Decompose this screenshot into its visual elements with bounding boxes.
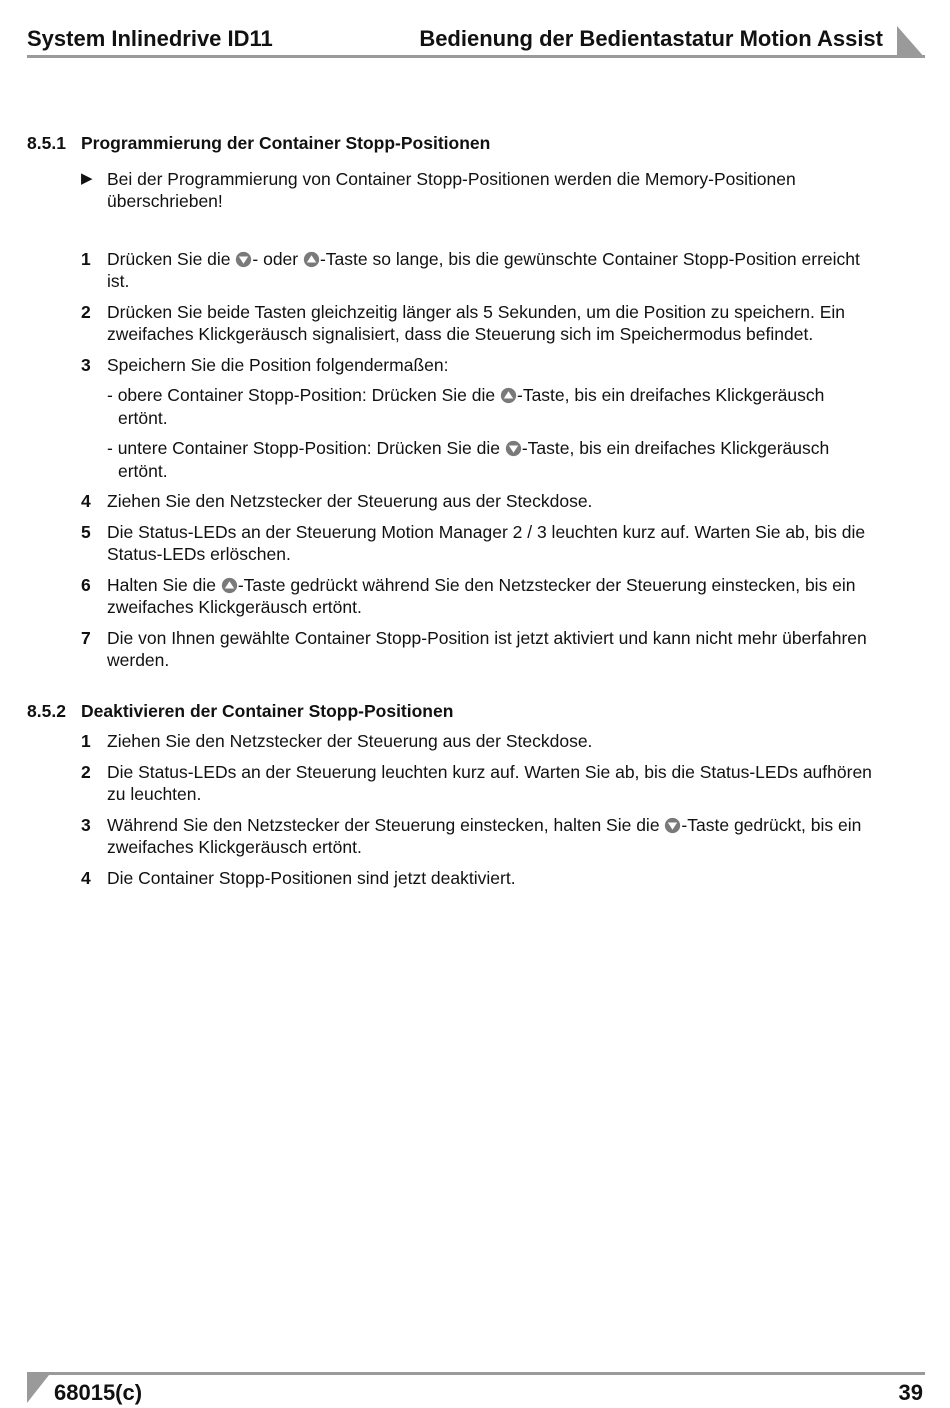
header-left-title: System Inlinedrive ID11 (27, 26, 273, 51)
note-arrow-icon: ▶ (81, 169, 93, 187)
header-right-title: Bedienung der Bedientastatur Motion Assist (419, 26, 883, 51)
warning-note (81, 168, 877, 213)
section-heading-8-5-1 (27, 132, 877, 155)
page-content (27, 132, 877, 897)
step-number: 3 (81, 814, 91, 835)
step-3 (81, 814, 877, 859)
step-number: 6 (81, 574, 91, 595)
step-text: Die Status-LEDs an der Steuerung Motion Manager 2 / 3 leuchten kurz auf. Warten Sie ab, bis die Status-LEDs erlöschen. (107, 521, 866, 564)
section-title: Programmierung der Container Stopp-Positionen (81, 133, 491, 153)
up-arrow-button-icon (221, 577, 238, 594)
step-2 (81, 301, 877, 346)
step-number: 1 (81, 731, 91, 751)
header-corner-triangle-icon (897, 26, 925, 58)
footer-rule (27, 1372, 925, 1375)
step-number: 4 (81, 491, 91, 511)
document-number: 68015(c) (54, 1380, 143, 1405)
step-text: Die von Ihnen gewählte Container Stopp-Position ist jetzt aktiviert und kann nicht mehr überfahren werden. (107, 627, 867, 670)
step-number: 4 (81, 867, 91, 888)
page-footer (27, 1372, 925, 1406)
footer-corner-triangle-icon (27, 1375, 49, 1403)
step-6 (81, 574, 877, 619)
step-text: Drücken Sie beide Tasten gleichzeitig länger als 5 Sekunden, um die Position zu speichern. Ein zweifaches Klickgeräusch signalisiert, dass die Steuerung sich im Speichermodus befindet. (107, 301, 846, 344)
step-7 (81, 627, 877, 672)
up-arrow-button-icon (303, 251, 320, 268)
step-1 (81, 730, 877, 753)
step-number: 7 (81, 627, 91, 648)
note-text: Bei der Programmierung von Container Stopp-Positionen werden die Memory-Positionen überschrieben! (107, 168, 796, 211)
down-arrow-button-icon (505, 440, 522, 457)
up-arrow-button-icon (500, 387, 517, 404)
section-heading-8-5-2 (27, 700, 877, 723)
step-5 (81, 521, 877, 566)
step-number: 5 (81, 521, 91, 542)
step-2 (81, 761, 877, 806)
page-number: 39 (898, 1380, 923, 1405)
step-text: Drücken Sie die - oder -Taste so lange, bis die gewünschte Container Stopp-Position erreicht ist. (107, 248, 860, 291)
step-4 (81, 490, 877, 513)
step-text: Ziehen Sie den Netzstecker der Steuerung aus der Steckdose. (107, 491, 593, 511)
steps-list-programming (27, 248, 877, 672)
step-1 (81, 248, 877, 293)
down-arrow-button-icon (664, 817, 681, 834)
steps-list-deactivation (27, 730, 877, 889)
step-text: Die Container Stopp-Positionen sind jetzt deaktiviert. (107, 867, 516, 888)
step-number: 2 (81, 301, 91, 322)
step-number: 1 (81, 248, 91, 269)
step-number: 3 (81, 354, 91, 375)
section-number: 8.5.2 (27, 700, 66, 721)
step-text: Speichern Sie die Position folgendermaßen: (107, 354, 449, 375)
section-number: 8.5.1 (27, 133, 66, 153)
section-title: Deaktivieren der Container Stopp-Positionen (81, 700, 454, 721)
header-rule (27, 55, 925, 58)
step-3 (81, 354, 877, 377)
substep-upper-position: - obere Container Stopp-Position: Drücken Sie die -Taste, bis ein dreifaches Klickgeräusch ertönt. (107, 385, 825, 428)
step-text: Während Sie den Netzstecker der Steuerung einstecken, halten Sie die -Taste gedrückt, bis ein zweifaches Klickgeräusch ertönt. (107, 814, 862, 857)
substep-lower-position: - untere Container Stopp-Position: Drücken Sie die -Taste, bis ein dreifaches Klickgeräusch ertönt. (107, 438, 830, 481)
page-header (27, 22, 925, 58)
step-number: 2 (81, 761, 91, 782)
step-4 (81, 867, 877, 890)
step-text: Die Status-LEDs an der Steuerung leuchten kurz auf. Warten Sie ab, bis die Status-LEDs aufhören zu leuchten. (107, 761, 872, 804)
step-text: Ziehen Sie den Netzstecker der Steuerung aus der Steckdose. (107, 731, 593, 751)
step-text: Halten Sie die -Taste gedrückt während Sie den Netzstecker der Steuerung einstecken, bis ein zweifaches Klickgeräusch ertönt. (107, 574, 856, 617)
down-arrow-button-icon (235, 251, 252, 268)
